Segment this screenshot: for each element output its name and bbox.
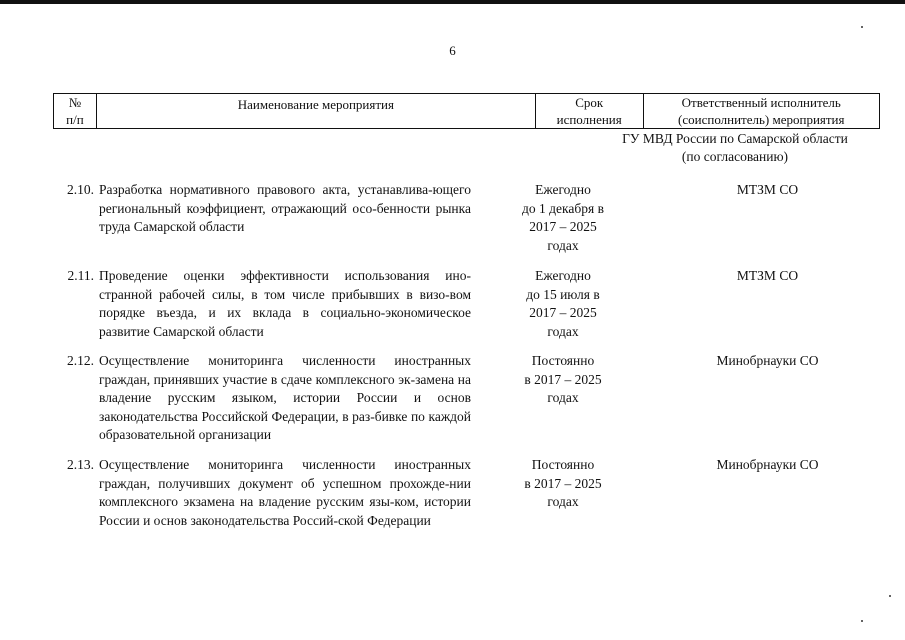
- header-col-term: Срок исполнения: [535, 94, 643, 128]
- scan-speck: [861, 26, 863, 28]
- row-term: Ежегодно до 1 декабря в 2017 – 2025 годах: [522, 182, 604, 253]
- table-row: [53, 181, 880, 255]
- row-activity-name: Осуществление мониторинга численности иностранных граждан, получивших документ об успешном прохожде-нии комплексного экзамена на владение русским язы-ком, истории России и основ законодательства Россий-ской Федерации: [99, 457, 471, 528]
- table-row: [53, 352, 880, 445]
- row-responsible: Минобрнауки СО: [716, 353, 819, 368]
- scan-speck: [889, 595, 891, 597]
- row-number: 2.12.: [67, 353, 94, 368]
- row-term: Ежегодно до 15 июля в 2017 – 2025 годах: [526, 268, 600, 339]
- continuation-responsible: ГУ МВД России по Самарской области (по согласованию): [622, 131, 848, 164]
- row-responsible: Минобрнауки СО: [716, 457, 819, 472]
- row-activity-name: Осуществление мониторинга численности иностранных граждан, принявших участие в сдаче комплексного эк-замена на владение русским языком, истории России и основ законодательства Российской Федерации, в раз-бивке по каждой образовательной организации: [99, 353, 471, 442]
- header-col-responsible: Ответственный исполнитель (соисполнитель) мероприятия: [643, 94, 879, 128]
- table-row: [53, 267, 880, 341]
- row-term: Постоянно в 2017 – 2025 годах: [524, 353, 602, 405]
- table-header: [53, 93, 880, 129]
- top-border-line: [0, 0, 905, 4]
- header-row: [53, 93, 880, 129]
- row-number: 2.10.: [67, 182, 94, 197]
- header-col-num: № п/п: [66, 95, 84, 127]
- row-activity-name: Проведение оценки эффективности использования ино-странной рабочей силы, в том числе прибывших в визо-вом порядке въезда, и их вклада в социально-экономическое развитие Самарской области: [99, 268, 471, 339]
- row-responsible: МТЗМ СО: [736, 268, 799, 283]
- row-number: 2.11.: [67, 268, 94, 283]
- row-number: 2.13.: [67, 457, 94, 472]
- table-row: [53, 456, 880, 530]
- row-activity-name: Разработка нормативного правового акта, устанавлива-ющего региональный коэффициент, отражающий осо-бенности рынка труда Самарской области: [99, 182, 471, 234]
- page-number: 6: [449, 43, 456, 58]
- row-responsible: МТЗМ СО: [736, 182, 799, 197]
- header-col-name: Наименование мероприятия: [96, 94, 535, 128]
- row-term: Постоянно в 2017 – 2025 годах: [524, 457, 602, 509]
- scan-speck: [861, 620, 863, 622]
